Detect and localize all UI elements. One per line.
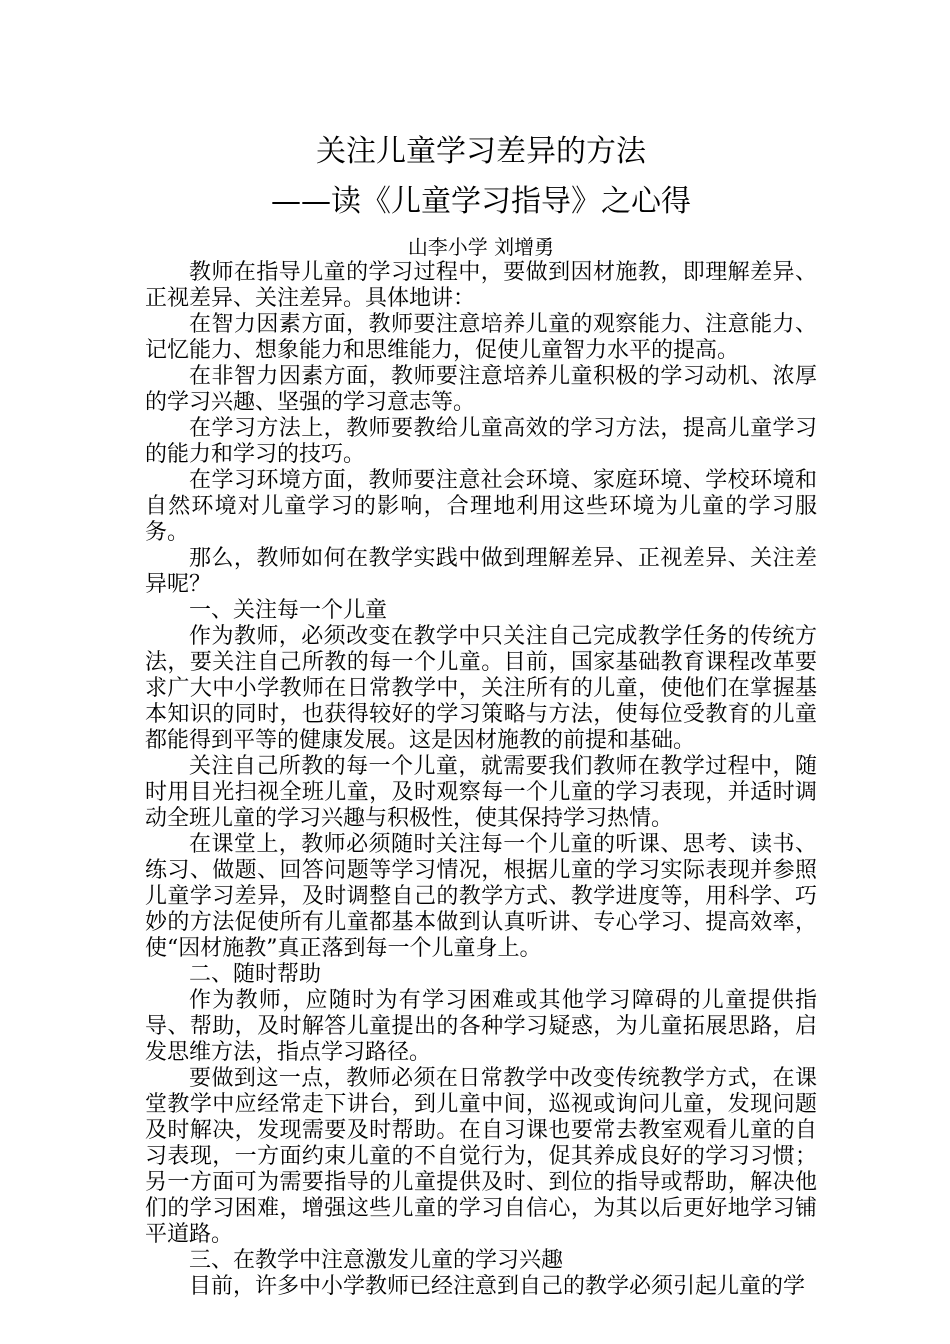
author-line: 山李小学 刘增勇 xyxy=(407,235,555,259)
paragraph: 关注自己所教的每一个儿童，就需要我们教师在教学过程中，随时用目光扫视全班儿童，及时观察每一个儿童的学习表现，并适时调动全班儿童的学习兴趣与积极性，使其保持学习热情。 xyxy=(145,754,817,831)
paragraph: 教师在指导儿童的学习过程中，要做到因材施教，即理解差异、正视差异、关注差异。具体地讲： xyxy=(145,260,817,311)
paragraph: 在智力因素方面，教师要注意培养儿童的观察能力、注意能力、记忆能力、想象能力和思维能力，促使儿童智力水平的提高。 xyxy=(145,312,817,363)
paragraph: 作为教师，必须改变在教学中只关注自己完成教学任务的传统方法，要关注自己所教的每一个儿童。目前，国家基础教育课程改革要求广大中小学教师在日常教学中，关注所有的儿童，使他们在掌握基本知识的同时，也获得较好的学习策略与方法，使每位受教育的儿童都能得到平等的健康发展。这是因材施教的前提和基础。 xyxy=(145,624,817,753)
paragraph: 在学习方法上，教师要教给儿童高效的学习方法，提高儿童学习的能力和学习的技巧。 xyxy=(145,416,817,467)
paragraph: 要做到这一点，教师必须在日常教学中改变传统教学方式，在课堂教学中应经常走下讲台，到儿童中间，巡视或询问儿童，发现问题及时解决，发现需要及时帮助。在自习课也要常去教室观看儿童的自习表现，一方面约束儿童的不自觉行为，促其养成良好的学习习惯；另一方面可为需要指导的儿童提供及时、到位的指导或帮助，解决他们的学习困难，增强这些儿童的学习自信心，为其以后更好地学习铺平道路。 xyxy=(145,1066,817,1247)
paragraph: 在课堂上，教师必须随时关注每一个儿童的听课、思考、读书、练习、做题、回答问题等学习情况，根据儿童的学习实际表现并参照儿童学习差异，及时调整自己的教学方式、教学进度等，用科学、巧妙的方法促使所有儿童都基本做到认真听讲、专心学习、提高效率，使“因材施教”真正落到每一个儿童身上。 xyxy=(145,832,817,961)
paragraph: 作为教师，应随时为有学习困难或其他学习障碍的儿童提供指导、帮助，及时解答儿童提出的各种学习疑惑，为儿童拓展思路，启发思维方法，指点学习路径。 xyxy=(145,988,817,1065)
paragraph: 在非智力因素方面，教师要注意培养儿童积极的学习动机、浓厚的学习兴趣、坚强的学习意志等。 xyxy=(145,364,817,415)
paragraph: 那么，教师如何在教学实践中做到理解差异、正视差异、关注差异呢？ xyxy=(145,546,817,597)
section-heading: 一、关注每一个儿童 xyxy=(189,598,388,623)
paragraph: 目前，许多中小学教师已经注意到自己的教学必须引起儿童的学 xyxy=(189,1274,806,1299)
document-title: 关注儿童学习差异的方法 xyxy=(316,134,646,169)
section-heading: 二、随时帮助 xyxy=(189,962,322,987)
document-subtitle: ——读《儿童学习指导》之心得 xyxy=(271,184,691,219)
section-heading: 三、在教学中注意激发儿童的学习兴趣 xyxy=(189,1248,564,1273)
document-body xyxy=(145,260,817,1300)
document-page xyxy=(145,130,817,1300)
paragraph: 在学习环境方面，教师要注意社会环境、家庭环境、学校环境和自然环境对儿童学习的影响，合理地利用这些环境为儿童的学习服务。 xyxy=(145,468,817,545)
